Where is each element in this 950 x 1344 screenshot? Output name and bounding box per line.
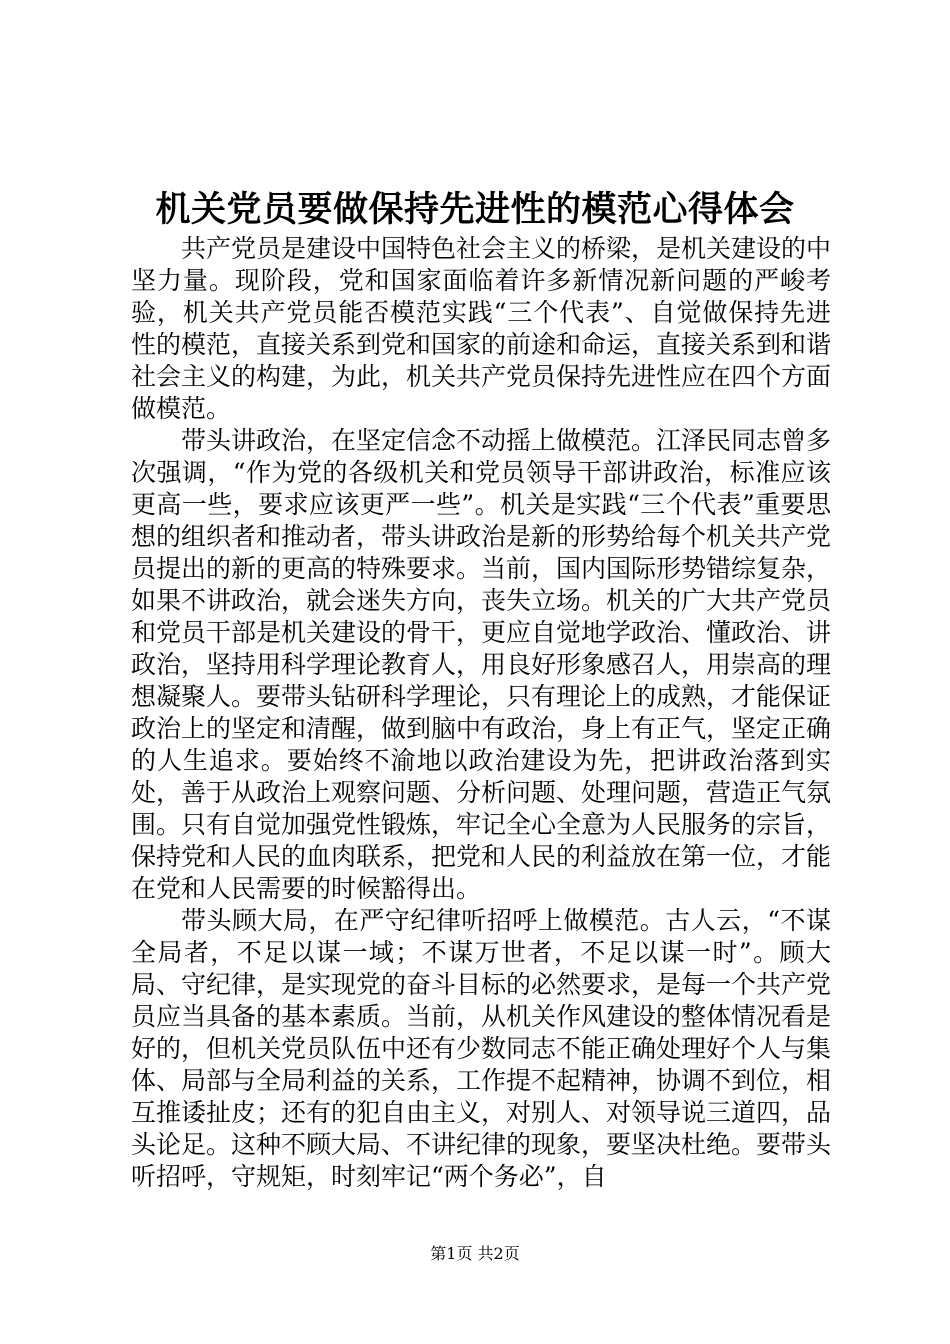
paragraph-2: 带头讲政治，在坚定信念不动摇上做模范。江泽民同志曾多次强调，“作为党的各级机关和党员领导干部讲政治，标准应该更高一些，要求应该更严一些”。机关是实践“三个代表”重要思想的组织者和推动者，带头讲政治是新的形势给每个机关共产党员提出的新的更高的特殊要求。当前，国内国际形势错综复杂，如果不讲政治，就会迷失方向，丧失立场。机关的广大共产党员和党员干部是机关建设的骨干，更应自觉地学政治、懂政治、讲政治，坚持用科学理论教育人，用良好形象感召人，用崇高的理想凝聚人。要带头钻研科学理论，只有理论上的成熟，才能保证政治上的坚定和清醒，做到脑中有政治，身上有正气，坚定正确的人生追求。要始终不渝地以政治建设为先，把讲政治落到实处，善于从政治上观察问题、分析问题、处理问题，营造正气氛围。只有自觉加强党性锻炼，牢记全心全意为人民服务的宗旨，保持党和人民的血肉联系，把党和人民的利益放在第一位，才能在党和人民需要的时候豁得出。 [131, 426, 832, 903]
paragraph-1: 共产党员是建设中国特色社会主义的桥梁，是机关建设的中坚力量。现阶段，党和国家面临着许多新情况新问题的严峻考验，机关共产党员能否模范实践“三个代表”、自觉做保持先进性的模范，直接关系到党和国家的前途和命运，直接关系到和谐社会主义的构建，为此，机关共产党员保持先进性应在四个方面做模范。 [131, 234, 832, 423]
paragraph-3: 带头顾大局，在严守纪律听招呼上做模范。古人云，“不谋全局者，不足以谋一域；不谋万世者，不足以谋一时”。顾大局、守纪律，是实现党的奋斗目标的必然要求，是每一个共产党员应当具备的基本素质。当前，从机关作风建设的整体情况看是好的，但机关党员队伍中还有少数同志不能正确处理好个人与集体、局部与全局利益的关系，工作提不起精神，协调不到位，相互推诿扯皮；还有的犯自由主义，对别人、对领导说三道四，品头论足。这种不顾大局、不讲纪律的现象，要坚决杜绝。要带头听招呼，守规矩，时刻牢记“两个务必”，自 [131, 906, 832, 1191]
page-footer: 第1页 共2页 [430, 1244, 520, 1263]
document-body [131, 233, 831, 1193]
page-title: 机关党员要做保持先进性的模范心得体会 [155, 189, 795, 230]
